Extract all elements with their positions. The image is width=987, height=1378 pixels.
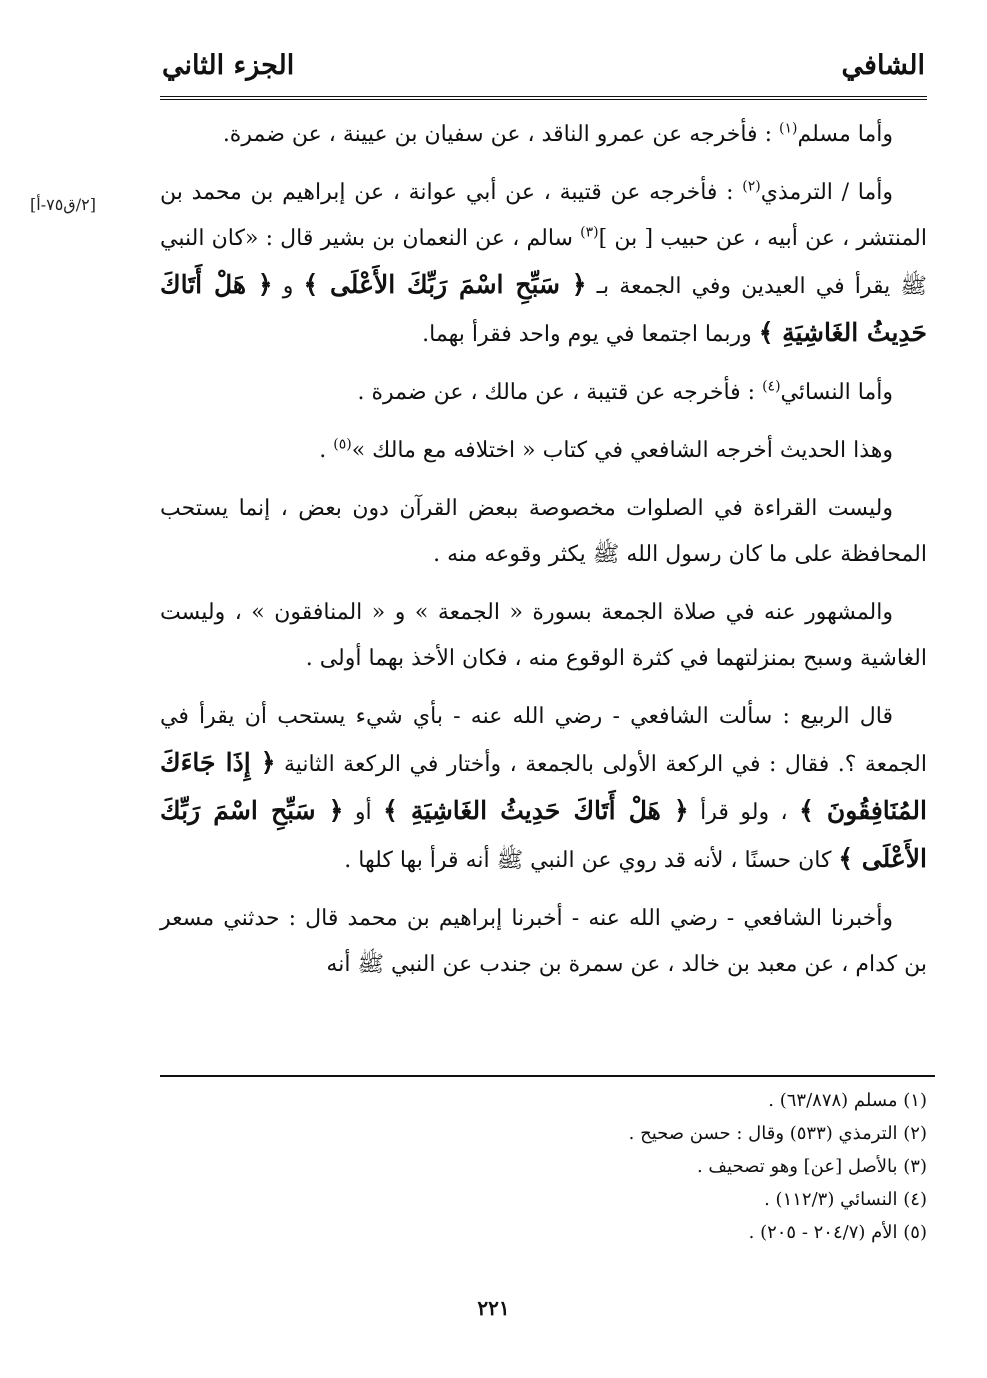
footnote-marker: (٢) [742, 178, 761, 195]
footnote: (٥) الأم (٢٠٤/٧ - ٢٠٥) . [748, 1222, 927, 1243]
paragraph-muslim: وأما مسلم$^{(١)}$ : فأخرجه عن عمرو الناقد ، عن سفيان بن عيينة ، عن ضمرة. [222, 120, 893, 147]
paragraph-nasai: وأما النسائي$^{(٤)}$ : فأخرجه عن قتيبة ، عن مالك ، عن ضمرة . [357, 378, 893, 405]
paragraph-samura: وأخبرنا الشافعي - رضي الله عنه - أخبرنا إبراهيم بن محمد قال : حدثني مسعر بن كدام ، عن معبد بن خالد ، عن سمرة بن جندب عن النبي ﷺ أنه [160, 906, 927, 977]
footnote-divider [160, 1075, 935, 1077]
manuscript-folio-reference: [٢/ق٧٥-أ] [30, 195, 96, 214]
footnote: (٢) الترمذي (٥٣٣) وقال : حسن صحيح . [628, 1123, 927, 1144]
footnote: (٣) بالأصل [عن] وهو تصحيف . [696, 1156, 927, 1177]
paragraph-tirmidhi: وأما / الترمذي$^{(٢)}$ : فأخرجه عن قتيبة ، عن أبي عوانة ، عن إبراهيم بن محمد بن المنتشر ، عن أبيه ، عن حبيب [ بن ]$^{(٣)}$ سالم ، عن النعمان بن بشير قال : «كان النبي ﷺ يقرأ في العيدين وفي الجمعة بـ ﴿ سَبِّحِ اسْمَ رَبِّكَ الأَعْلَى ﴾ و ﴿ هَلْ أَتَاكَ حَدِيثُ الغَاشِيَةِ ﴾ وربما اجتمعا في يوم واحد فقرأ بهما. [160, 178, 927, 347]
footnote-marker: (٤) [762, 378, 781, 395]
footnote: (٤) النسائي (١١٢/٣) . [764, 1189, 927, 1210]
footnote: (١) مسلم (٦٣/٨٧٨) . [768, 1090, 927, 1111]
quran-verse: ﴿ إِذَا جَاءَكَ المُنَافِقُونَ ﴾ [160, 748, 927, 825]
main-text [160, 112, 927, 1000]
page-number: ٢٢١ [477, 1296, 510, 1320]
footnote-marker: (٣) [580, 224, 599, 241]
footnote-marker: (٥) [333, 436, 352, 453]
book-title: الشافي [841, 50, 925, 81]
paragraph-recitation: وليست القراءة في الصلوات مخصوصة ببعض القرآن دون بعض ، إنما يستحب المحافظة على ما كان رسول الله ﷺ يكثر وقوعه منه . [160, 496, 927, 567]
part-label: الجزء الثاني [162, 50, 295, 81]
footnotes [160, 1084, 927, 1249]
paragraph-shafii-book: وهذا الحديث أخرجه الشافعي في كتاب « اختلافه مع مالك »$^{(٥)}$ . [319, 436, 893, 463]
footnote-marker: (١) [778, 120, 798, 137]
quran-verse: ﴿ هَلْ أَتَاكَ حَدِيثُ الغَاشِيَةِ ﴾ [160, 270, 927, 347]
running-header [160, 44, 927, 100]
paragraph-jumuah: والمشهور عنه في صلاة الجمعة بسورة « الجمعة » و « المنافقون » ، وليست الغاشية وسبح بمنزلتهما في كثرة الوقوع منه ، فكان الأخذ بهما أولى . [160, 600, 927, 671]
quran-verse: ﴿ هَلْ أَتَاكَ حَدِيثُ الغَاشِيَةِ ﴾ [383, 796, 689, 825]
quran-verse: ﴿ سَبِّحِ اسْمَ رَبِّكَ الأَعْلَى ﴾ [160, 796, 927, 873]
paragraph-rabi: قال الربيع : سألت الشافعي - رضي الله عنه - بأي شيء يستحب أن يقرأ في الجمعة ؟. فقال : في الركعة الأولى بالجمعة ، وأختار في الركعة الثانية ﴿ إِذَا جَاءَكَ المُنَافِقُونَ ﴾ ، ولو قرأ ﴿ هَلْ أَتَاكَ حَدِيثُ الغَاشِيَةِ ﴾ أو ﴿ سَبِّحِ اسْمَ رَبِّكَ الأَعْلَى ﴾ كان حسنًا ، لأنه قد روي عن النبي ﷺ أنه قرأ بها كلها . [160, 704, 927, 873]
quran-verse: ﴿ سَبِّحِ اسْمَ رَبِّكَ الأَعْلَى ﴾ [303, 270, 587, 299]
